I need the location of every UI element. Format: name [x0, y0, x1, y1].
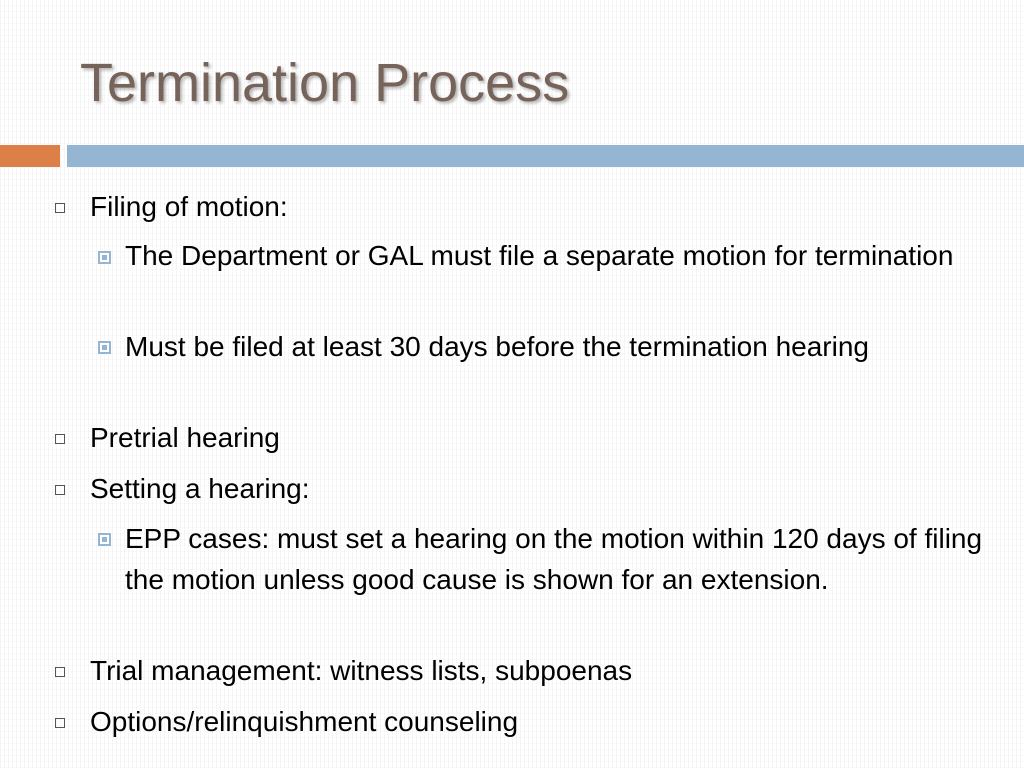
bullet-item: Pretrial hearing: [90, 422, 280, 453]
sub-bullet-item: Must be filed at least 30 days before the termination hearing: [125, 331, 869, 362]
hollow-square-bullet-icon: [55, 434, 65, 444]
hollow-square-bullet-icon: [55, 718, 65, 728]
sub-bullet-item: The Department or GAL must file a separate motion for termination: [125, 240, 954, 271]
bullet-item: Options/relinquishment counseling: [90, 706, 519, 737]
sub-bullet-item: EPP cases: must set a hearing on the motion within 120 days of filing the motion unless good cause is shown for an extension.: [125, 523, 983, 595]
bullet-item: Setting a hearing:: [90, 473, 310, 504]
square-bullet-icon: [98, 341, 111, 354]
hollow-square-bullet-icon: [55, 667, 65, 677]
hollow-square-bullet-icon: [55, 485, 65, 495]
bullet-item: Trial management: witness lists, subpoenas: [90, 655, 633, 686]
square-bullet-icon: [98, 251, 111, 264]
square-bullet-icon: [98, 533, 111, 546]
bullet-item: Filing of motion:: [90, 191, 288, 222]
hollow-square-bullet-icon: [55, 203, 65, 213]
slide-title: Termination Process: [80, 53, 570, 113]
